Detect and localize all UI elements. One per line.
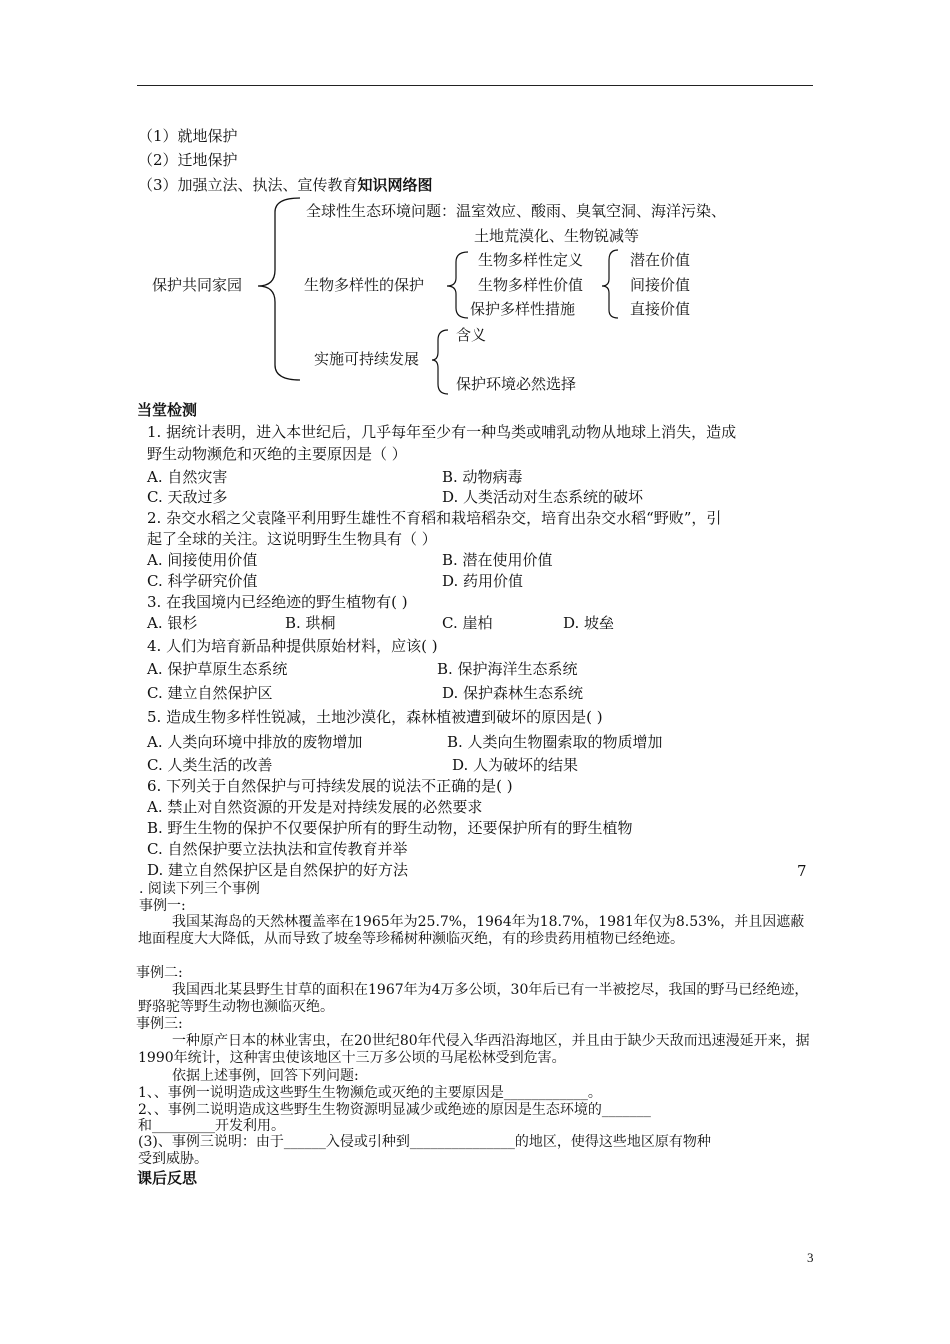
q4-stem: 4. 人们为培育新品种提供原始材料，应该( ) [147, 637, 438, 655]
q1-stem-line-1: 1. 据统计表明，进入本世纪后，几乎每年至少有一种鸟类或哺乳动物从地球上消失，造成 [147, 423, 737, 441]
q4-option-d: D. 保护森林生态系统 [442, 684, 584, 702]
value-indirect: 间接价值 [630, 276, 691, 294]
value-direct: 直接价值 [630, 300, 691, 318]
case3-label: 事例三: [136, 1016, 183, 1032]
q3-option-c: C. 崖柏 [442, 614, 493, 632]
bio-value-node: 生物多样性价值 [478, 276, 584, 294]
intro-item-1: （1）就地保护 [138, 127, 238, 145]
q3-option-d: D. 坡垒 [563, 614, 615, 632]
global-issues-line-1: 全球性生态环境问题：温室效应、酸雨、臭氧空洞、海洋污染、 [306, 202, 727, 220]
q2-option-c: C. 科学研究价值 [147, 572, 258, 590]
q1-option-a: A. 自然灾害 [147, 468, 228, 486]
bio-protection-node: 生物多样性的保护 [304, 276, 425, 294]
q2-stem-line-1: 2. 杂交水稻之父袁隆平利用野生雄性不育稻和栽培稻杂交，培育出杂交水稻“野败”，引 [147, 509, 722, 527]
q6-option-b: B. 野生生物的保护不仅要保护所有的野生动物，还要保护所有的野生植物 [147, 819, 633, 837]
q3-option-b: B. 珙桐 [285, 614, 336, 632]
case1-text: 我国某海岛的天然林覆盖率在1965年为25.7%，1964年为18.7%，1981年仅为8.53%，并且因遮蔽地面程度大大降低，从而导致了坡垒等珍稀树种濒临灭绝，有的珍贵药用植物已经绝迹。 [138, 914, 805, 947]
q6-stem: 6. 下列关于自然保护与可持续发展的说法不正确的是( ) [147, 777, 513, 795]
q7-number: 7 [797, 862, 807, 880]
q6-option-a: A. 禁止对自然资源的开发是对持续发展的必然要求 [147, 798, 483, 816]
sustain-meaning: 含义 [456, 326, 487, 344]
q5-option-c: C. 人类生活的改善 [147, 756, 273, 774]
q5-option-d: D. 人为破坏的结果 [452, 756, 579, 774]
q4-option-b: B. 保护海洋生态系统 [437, 660, 578, 678]
diagram-root: 保护共同家园 [152, 276, 243, 294]
q6-option-c: C. 自然保护要立法执法和宣传教育并举 [147, 840, 408, 858]
questions-prompt: 依据上述事例，回答下列问题: [172, 1068, 359, 1084]
sustain-node: 实施可持续发展 [314, 350, 420, 368]
case2-text: 我国西北某县野生甘草的面积在1967年为4万多公顷，30年后已有一半被挖尽，我国的野马已经绝迹，野骆驼等野生动物也濒临灭绝。 [138, 982, 809, 1015]
q6-option-d: D. 建立自然保护区是自然保护的好方法 [147, 861, 409, 879]
q1-option-b: B. 动物病毒 [442, 468, 523, 486]
bio-measures-node: 保护多样性措施 [470, 300, 576, 318]
q3-stem: 3. 在我国境内已经绝迹的野生植物有( ) [147, 593, 408, 611]
case1-label: 事例一: [139, 898, 186, 914]
reflection-heading: 课后反思 [137, 1169, 198, 1187]
q2-option-d: D. 药用价值 [442, 572, 524, 590]
bio-definition-node: 生物多样性定义 [478, 251, 584, 269]
answer-3-line-2: 受到威胁。 [138, 1151, 208, 1167]
intro-item-2: （2）迁地保护 [138, 151, 238, 169]
case2-label: 事例二: [136, 965, 183, 981]
q4-option-c: C. 建立自然保护区 [147, 684, 273, 702]
q1-option-c: C. 天敌过多 [147, 488, 228, 506]
q1-option-d: D. 人类活动对生态系统的破坏 [442, 488, 644, 506]
answer-1: 1、、事例一说明造成这些野生生物濒危或灭绝的主要原因是____________。 [138, 1085, 602, 1101]
quiz-heading: 当堂检测 [137, 401, 198, 419]
q2-option-a: A. 间接使用价值 [147, 551, 258, 569]
q2-stem-line-2: 起了全球的关注。这说明野生生物具有（ ） [147, 530, 437, 548]
global-issues-line-2: 土地荒漠化、生物锐减等 [474, 227, 640, 245]
answer-2-line-2: 和_________开发利用。 [138, 1118, 285, 1134]
value-potential: 潜在价值 [630, 251, 691, 269]
q7-stem: . 阅读下列三个事例 [139, 881, 260, 897]
network-title: 知识网络图 [357, 176, 433, 194]
q3-option-a: A. 银杉 [147, 614, 198, 632]
q5-option-b: B. 人类向生物圈索取的物质增加 [447, 733, 663, 751]
q5-stem: 5. 造成生物多样性锐减，土地沙漠化，森林植被遭到破坏的原因是( ) [147, 708, 603, 726]
answer-2-line-1: 2、、事例二说明造成这些野生生物资源明显减少或绝迹的原因是生态环境的_______ [138, 1102, 651, 1118]
case3-text: 一种原产日本的林业害虫，在20世纪80年代侵入华西沿海地区，并且由于缺少天敌而迅速漫延开来，据1990年统计，这种害虫使该地区十三万多公顷的马尾松林受到危害。 [138, 1033, 810, 1066]
q1-stem-line-2: 野生动物濒危和灭绝的主要原因是（ ） [147, 445, 407, 463]
q2-option-b: B. 潜在使用价值 [442, 551, 553, 569]
intro-item-3-text: （3）加强立法、执法、宣传教育 [138, 176, 358, 194]
q5-option-a: A. 人类向环境中排放的废物增加 [147, 733, 363, 751]
page-number: 3 [807, 1250, 814, 1265]
q4-option-a: A. 保护草原生态系统 [147, 660, 288, 678]
answer-3-line-1: (3)、事例三说明：由于______入侵或引种到_______________的地区，使得这些地区原有物种 [138, 1134, 711, 1150]
sustain-choice: 保护环境必然选择 [456, 375, 577, 393]
